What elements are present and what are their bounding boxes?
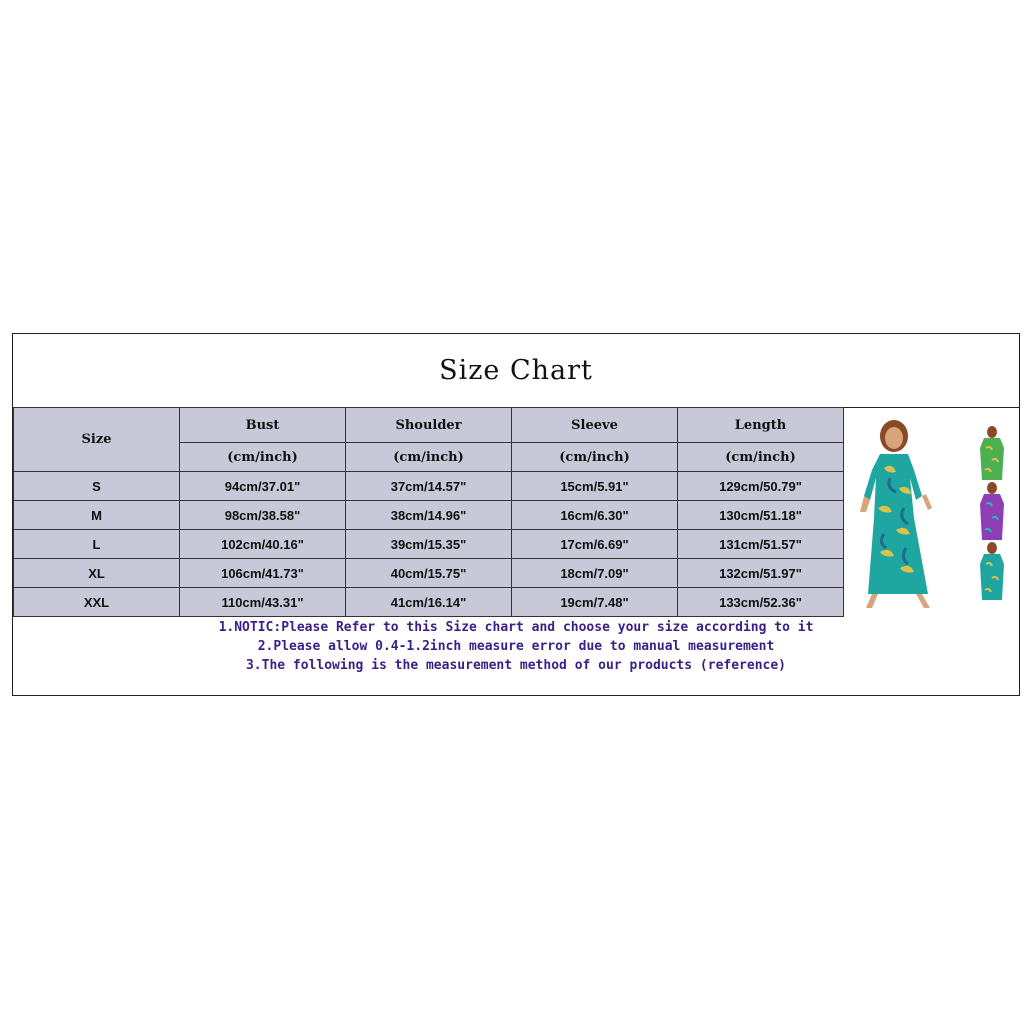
unit-label: (cm/inch) xyxy=(512,443,678,472)
bust-cell: 94cm/37.01" xyxy=(180,472,346,501)
shoulder-cell: 38cm/14.96" xyxy=(346,501,512,530)
size-cell: L xyxy=(14,530,180,559)
dress-illustration xyxy=(844,408,1019,618)
note-line: 2.Please allow 0.4-1.2inch measure error due to manual measurement xyxy=(257,639,775,654)
column-header-sleeve: Sleeve xyxy=(512,408,678,443)
table-row xyxy=(14,588,844,617)
column-header-shoulder: Shoulder xyxy=(346,408,512,443)
shoulder-cell: 39cm/15.35" xyxy=(346,530,512,559)
product-photo xyxy=(844,408,1019,618)
length-cell: 133cm/52.36" xyxy=(678,588,844,617)
note-line: 1.NOTIC:Please Refer to this Size chart and choose your size according to it xyxy=(218,620,814,635)
size-chart xyxy=(12,333,1020,696)
column-header-bust: Bust xyxy=(180,408,346,443)
table-row xyxy=(14,559,844,588)
main-model xyxy=(860,420,932,608)
size-cell: M xyxy=(14,501,180,530)
table-header-row xyxy=(14,408,844,443)
length-cell: 132cm/51.97" xyxy=(678,559,844,588)
size-cell: XXL xyxy=(14,588,180,617)
size-cell: XL xyxy=(14,559,180,588)
shoulder-cell: 37cm/14.57" xyxy=(346,472,512,501)
page-title: Size Chart xyxy=(13,334,1019,408)
variant-teal xyxy=(980,542,1004,600)
unit-label: (cm/inch) xyxy=(678,443,844,472)
unit-label: (cm/inch) xyxy=(346,443,512,472)
bust-cell: 110cm/43.31" xyxy=(180,588,346,617)
note-line: 3.The following is the measurement method of our products (reference) xyxy=(245,658,787,673)
sleeve-cell: 18cm/7.09" xyxy=(512,559,678,588)
size-column-header: Size xyxy=(14,408,180,472)
sleeve-cell: 17cm/6.69" xyxy=(512,530,678,559)
bust-cell: 98cm/38.58" xyxy=(180,501,346,530)
sleeve-cell: 19cm/7.48" xyxy=(512,588,678,617)
shoulder-cell: 41cm/16.14" xyxy=(346,588,512,617)
notes xyxy=(13,618,1019,675)
length-cell: 131cm/51.57" xyxy=(678,530,844,559)
length-cell: 129cm/50.79" xyxy=(678,472,844,501)
shoulder-cell: 40cm/15.75" xyxy=(346,559,512,588)
sleeve-cell: 15cm/5.91" xyxy=(512,472,678,501)
sleeve-cell: 16cm/6.30" xyxy=(512,501,678,530)
variant-purple xyxy=(980,482,1004,540)
column-header-length: Length xyxy=(678,408,844,443)
table-row xyxy=(14,472,844,501)
size-cell: S xyxy=(14,472,180,501)
table-row xyxy=(14,501,844,530)
length-cell: 130cm/51.18" xyxy=(678,501,844,530)
size-table xyxy=(13,407,844,617)
bust-cell: 106cm/41.73" xyxy=(180,559,346,588)
unit-label: (cm/inch) xyxy=(180,443,346,472)
bust-cell: 102cm/40.16" xyxy=(180,530,346,559)
table-row xyxy=(14,530,844,559)
variant-green xyxy=(980,426,1004,480)
